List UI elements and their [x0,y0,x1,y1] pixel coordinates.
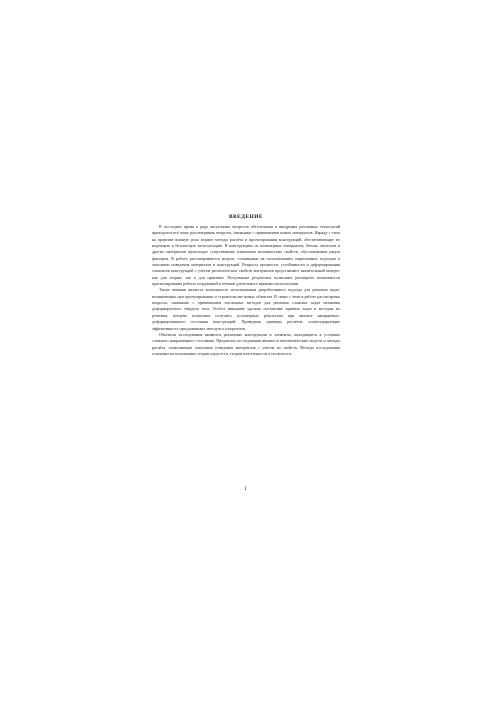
section-heading: ВВЕДЕНИЕ [228,214,264,220]
page-number: 1 [244,486,247,492]
paragraph-1: В последнее время в ряде актуальных вопросов обеспечения и внедрения различных технологий приходится всё чаще рассматривать вопросы, связанные с применением новых материалов. Наряду с этим на практике важную роль играют методы расчёта и проектирования конструкций, обеспечивающие их надёжную и безопасную эксплуатацию. В конструкциях из полимерных материалов, бетона, металлов и других материалов происходят существенные изменения механических свойств, обусловленные рядом факторов. В работе рассматриваются модели, основанные на использовании современных подходов к описанию поведения материалов и конструкций. Вопросы прочности, устойчивости и деформирования элементов конструкций с учётом реологических свойств материалов представляют значительный интерес как для теории, так и для практики. Полученные результаты позволяют расширить возможности прогнозирования работы сооружений в течение длительного времени эксплуатации. [152,224,340,287]
paragraph-2: Также важным является возможность использования разработанного подхода для решения задач, возникающих при проектировании и строительстве новых объектов. В связи с этим в работе рассмотрены вопросы, связанные с применением численных методов для решения сложных задач механики деформируемого твёрдого тела. Особое внимание уделено постановке краевых задач и методам их решения, которые позволяют получить достоверные результаты при анализе напряжённо-деформированного состояния конструкций. Приведены примеры расчётов, иллюстрирующие эффективность предложенных методов и алгоритмов. [152,287,340,331]
page-text-block [152,213,340,357]
paragraph-3: Объектом исследования являются различные конструкции и элементы, находящиеся в условиях сложного напряжённого состояния. Предметом исследования являются математические модели и методы расчёта, позволяющие описывать поведение материалов с учётом их свойств. Методы исследования основаны на положениях теории упругости, теории пластичности и ползучести. [152,331,340,356]
